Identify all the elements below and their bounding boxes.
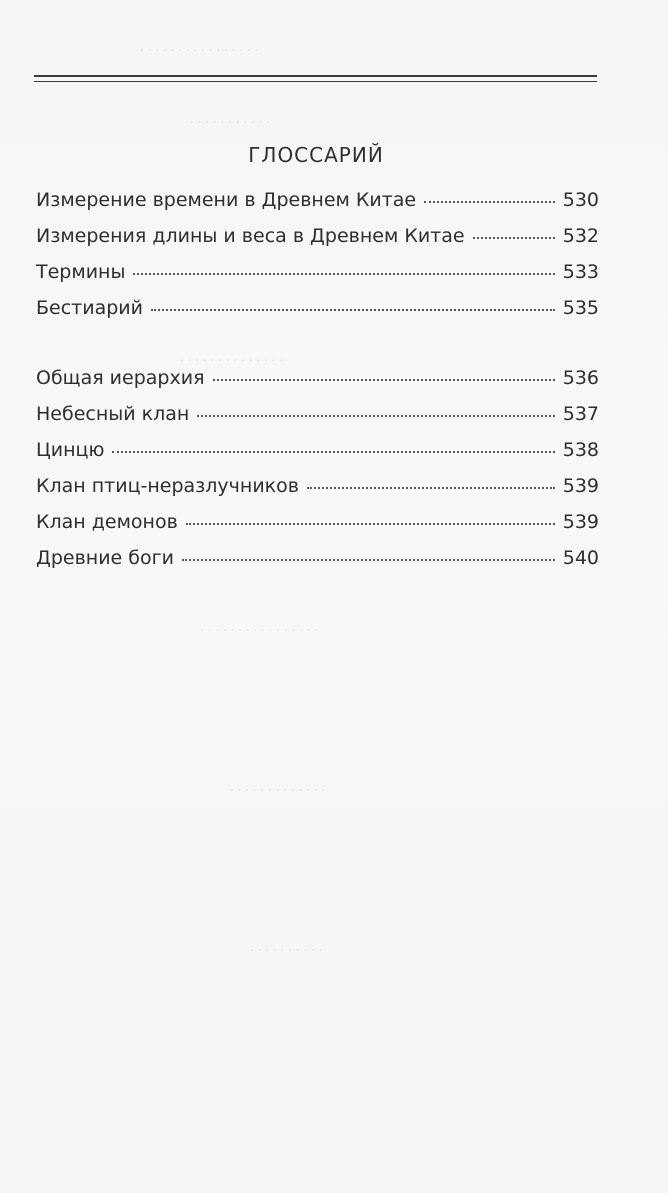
dot-leader bbox=[307, 485, 555, 489]
toc-entry-label: Цинцю bbox=[36, 439, 105, 461]
dot-leader bbox=[213, 377, 555, 381]
toc-entry-label: Древние боги bbox=[36, 547, 174, 569]
bleed-through-text: . . . . . . . . . . . . . . bbox=[180, 350, 283, 364]
toc-entry[interactable] bbox=[36, 504, 599, 540]
toc-entry-label: Измерение времени в Древнем Китае bbox=[36, 189, 417, 211]
toc-entry-page: 532 bbox=[562, 225, 599, 247]
toc-entry-label: Клан демонов bbox=[36, 511, 178, 533]
toc-entry-label: Общая иерархия bbox=[36, 367, 205, 389]
glossary-heading: ГЛОССАРИЙ bbox=[248, 143, 384, 167]
toc-entry-page: 537 bbox=[562, 403, 599, 425]
toc-entry-page: 535 bbox=[562, 297, 599, 319]
toc-entry-page: 539 bbox=[562, 511, 599, 533]
toc-entry[interactable] bbox=[36, 182, 599, 218]
bleed-through-text: . . . . . . . . . . bbox=[250, 940, 323, 954]
toc-entry[interactable] bbox=[36, 540, 599, 576]
toc-entry-label: Клан птиц-неразлучников bbox=[36, 475, 299, 497]
bleed-through-text: . . . . . . . . . . . bbox=[190, 112, 271, 126]
dot-leader bbox=[151, 307, 555, 311]
toc-entry-page: 536 bbox=[562, 367, 599, 389]
toc-entry-page: 540 bbox=[562, 547, 599, 569]
toc-entry[interactable] bbox=[36, 290, 599, 326]
toc-entry-page: 533 bbox=[562, 261, 599, 283]
table-of-contents bbox=[36, 182, 599, 576]
dot-leader bbox=[473, 235, 555, 239]
toc-group-glossary bbox=[36, 182, 599, 326]
toc-entry[interactable] bbox=[36, 396, 599, 432]
toc-entry-page: 530 bbox=[562, 189, 599, 211]
bleed-through-text: . . . . . . . . . . . . . bbox=[230, 780, 326, 794]
toc-entry[interactable] bbox=[36, 254, 599, 290]
bleed-through-text: . . . . . . . . . . . . . . . . bbox=[200, 620, 319, 634]
dot-leader bbox=[112, 449, 554, 453]
dot-leader bbox=[133, 271, 554, 275]
toc-entry-label: Небесный клан bbox=[36, 403, 190, 425]
toc-entry[interactable] bbox=[36, 432, 599, 468]
toc-entry-label: Бестиарий bbox=[36, 297, 143, 319]
toc-entry[interactable] bbox=[36, 468, 599, 504]
toc-group-hierarchies bbox=[36, 360, 599, 576]
dot-leader bbox=[197, 413, 554, 417]
dot-leader bbox=[424, 199, 555, 203]
toc-entry[interactable] bbox=[36, 218, 599, 254]
header-rule-thin bbox=[34, 81, 597, 82]
toc-entry-page: 539 bbox=[562, 475, 599, 497]
header-rule-thick bbox=[34, 75, 597, 77]
toc-entry[interactable] bbox=[36, 360, 599, 396]
dot-leader bbox=[186, 521, 555, 525]
toc-entry-label: Термины bbox=[36, 261, 126, 283]
toc-entry-page: 538 bbox=[562, 439, 599, 461]
dot-leader bbox=[182, 557, 555, 561]
toc-entry-label: Измерения длины и веса в Древнем Китае bbox=[36, 225, 465, 247]
bleed-through-text: . . . . . . . . . . . . . . . . bbox=[140, 40, 259, 54]
